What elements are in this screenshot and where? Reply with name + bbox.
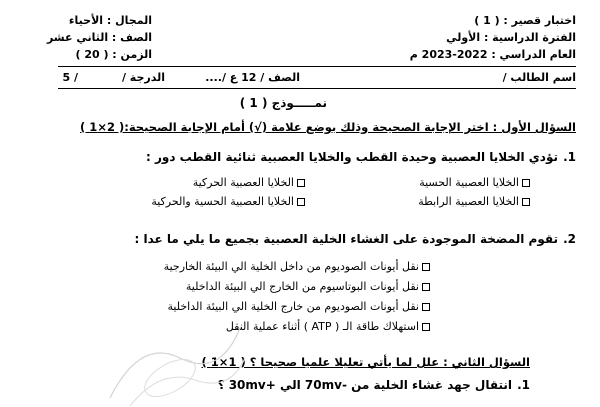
checkbox-icon[interactable] (522, 179, 530, 187)
student-name-label: اسم الطالب / (502, 71, 576, 84)
q2-option-1-label: نقل أيونات الصوديوم من داخل الخلية الي البيئة الخارجية (163, 260, 419, 273)
quiz-number: اختبار قصير : ( 1 ) (474, 14, 576, 27)
checkbox-icon[interactable] (297, 179, 305, 187)
section2-question-1-number: 1. (517, 378, 530, 392)
time-label: الزمن : ( 20 ) (75, 48, 152, 61)
q1-option-4[interactable] (151, 195, 305, 208)
q1-option-1-label: الخلايا العصبية الحسية (419, 176, 519, 189)
q1-option-3[interactable] (418, 195, 530, 208)
checkbox-icon[interactable] (422, 303, 430, 311)
checkbox-icon[interactable] (522, 198, 530, 206)
checkbox-icon[interactable] (422, 283, 430, 291)
checkbox-icon[interactable] (422, 263, 430, 271)
q2-option-2[interactable] (186, 280, 430, 293)
score-total: / 5 (62, 71, 78, 84)
class-label: الصف / 12 ع /.... (205, 71, 300, 84)
q1-option-3-label: الخلايا العصبية الرابطة (418, 195, 519, 208)
q2-option-3[interactable] (167, 300, 430, 313)
checkbox-icon[interactable] (297, 198, 305, 206)
q2-option-3-label: نقل أيونات الصوديوم من خارج الخلية الي البيئة الداخلية (167, 300, 419, 313)
question-1-text: تؤدي الخلايا العصبية وحيدة القطب والخلايا العصبية ثنائية القطب دور : (145, 150, 558, 164)
grade-label: الصف : الثاني عشر (46, 31, 152, 44)
section1-title: السؤال الأول : اختر الإجابة الصحيحة وذلك بوضع علامة (√) أمام الإجابة الصحيحة:( 2×1 ) (80, 120, 576, 134)
q2-option-4-label: استهلاك طاقة الـ ( ATP ) أثناء عملية النقل (225, 320, 419, 333)
q1-option-4-label: الخلايا العصبية الحسية والحركية (151, 195, 294, 208)
question-2-text: تقوم المضخة الموجودة على الغشاء الخلية العصبية بجميع ما يلي ما عدا : (134, 232, 558, 246)
question-1-number: 1. (563, 150, 576, 164)
q1-option-1[interactable] (419, 176, 530, 189)
question-2-number: 2. (563, 232, 576, 246)
q2-option-2-label: نقل أيونات البوتاسيوم من الخارج الي البيئة الداخلية (185, 280, 419, 293)
header-divider-top (58, 66, 576, 67)
header-divider-bottom (58, 88, 576, 89)
section2-question-1-text: انتقال جهد غشاء الخلية من -70mv الي +30mv ؟ (217, 378, 512, 392)
q2-option-4[interactable] (226, 320, 430, 333)
section2-title: السؤال الثاني : علل لما يأتي تعليلا علميا صحيحا ؟ ( 1×1 ) (201, 355, 530, 369)
subject-domain: المجال : الأحياء (68, 14, 152, 27)
term-label: الفترة الدراسية : الأولي (446, 31, 576, 44)
q1-option-2[interactable] (193, 176, 305, 189)
checkbox-icon[interactable] (422, 323, 430, 331)
model-title: نمـــــوذج ( 1 ) (239, 96, 327, 110)
q2-option-1[interactable] (164, 260, 430, 273)
q1-option-2-label: الخلايا العصبية الحركية (192, 176, 294, 189)
academic-year: العام الدراسي : 2022-2023 م (409, 48, 576, 61)
score-label: الدرجة / (121, 71, 165, 84)
